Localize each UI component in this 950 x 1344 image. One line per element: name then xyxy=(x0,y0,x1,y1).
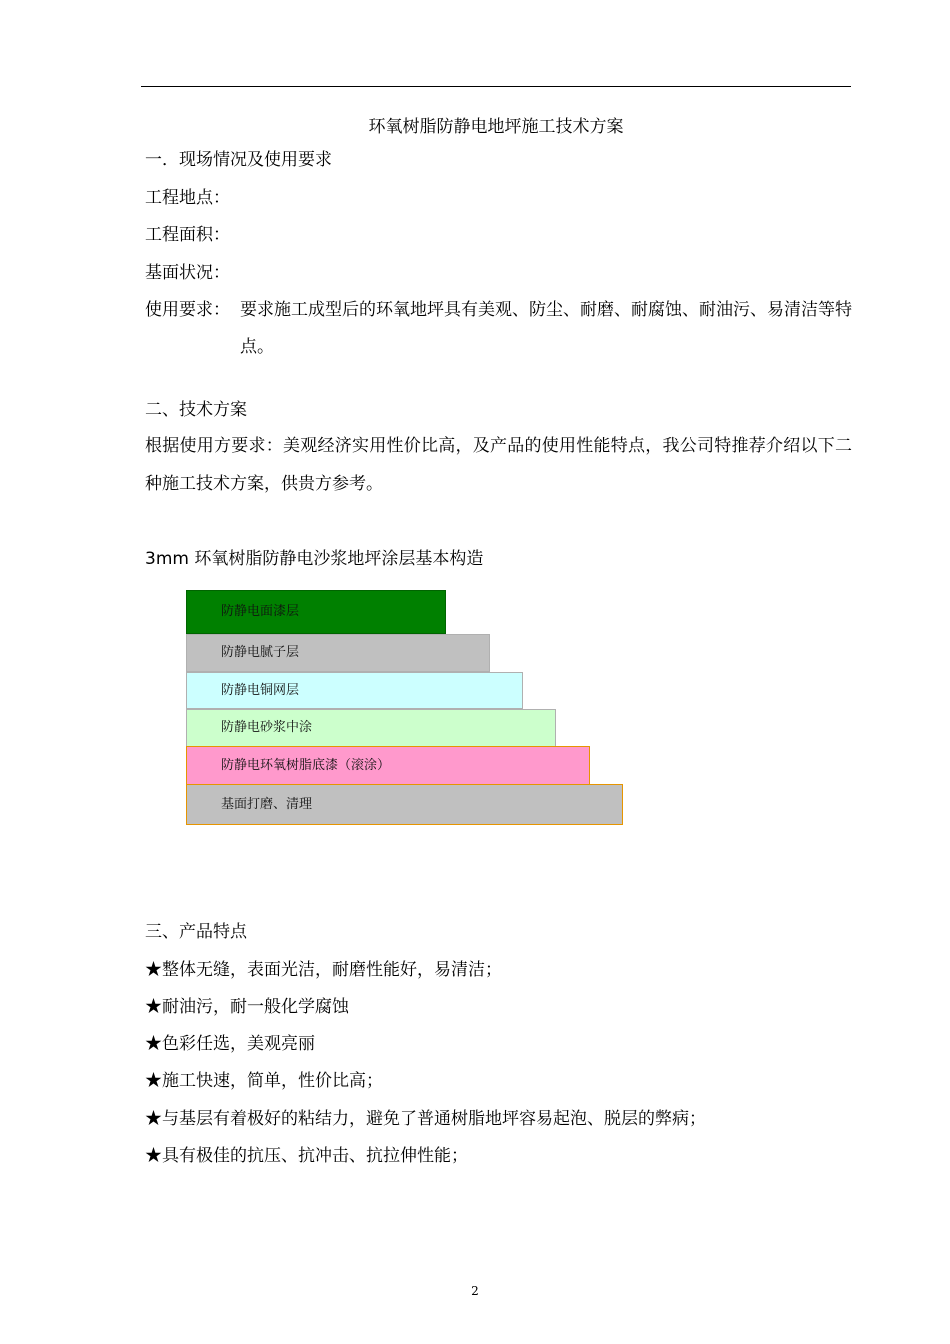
document-title: 环氧树脂防静电地坪施工技术方案 xyxy=(368,117,624,137)
use-requirement-label: 使用要求： xyxy=(145,300,230,320)
base-condition-label: 基面状况： xyxy=(145,263,230,283)
section-3-heading: 三、产品特点 xyxy=(145,922,247,942)
feature-item: ★耐油污，耐一般化学腐蚀 xyxy=(145,997,349,1017)
layer-mortar-middle-coat xyxy=(186,709,556,747)
layer-label: 防静电环氧树脂底漆（滚涂） xyxy=(221,758,391,773)
header-rule xyxy=(141,86,851,87)
diagram-caption: 3mm 环氧树脂防静电沙浆地坪涂层基本构造 xyxy=(145,549,484,569)
area-label: 工程面积： xyxy=(145,225,230,245)
layer-base-grinding xyxy=(186,784,623,825)
layer-label: 防静电铜网层 xyxy=(221,682,300,698)
feature-item: ★整体无缝，表面光洁，耐磨性能好，易清洁； xyxy=(145,960,502,980)
page-number: 2 xyxy=(471,1284,479,1298)
layer-putty xyxy=(186,634,490,672)
feature-item: ★具有极佳的抗压、抗冲击、抗拉伸性能； xyxy=(145,1146,468,1166)
layer-label: 防静电砂浆中涂 xyxy=(221,720,313,735)
layer-label: 防静电腻子层 xyxy=(221,645,300,660)
layer-label: 基面打磨、清理 xyxy=(221,796,313,812)
section-1-heading: 一．现场情况及使用要求 xyxy=(145,150,332,170)
site-label: 工程地点： xyxy=(145,188,230,208)
layer-top-coat xyxy=(186,590,446,634)
feature-item: ★施工快速，简单，性价比高； xyxy=(145,1071,383,1091)
section-2-heading: 二、技术方案 xyxy=(145,400,247,420)
feature-item: ★与基层有着极好的粘结力，避免了普通树脂地坪容易起泡、脱层的弊病； xyxy=(145,1109,706,1129)
use-requirement-text: 要求施工成型后的环氧地坪具有美观、防尘、耐磨、耐腐蚀、耐油污、易清洁等特点。 xyxy=(240,300,852,357)
layer-label: 防静电面漆层 xyxy=(221,604,300,619)
technical-plan-paragraph: 根据使用方要求：美观经济实用性价比高，及产品的使用性能特点，我公司特推荐介绍以下二种施工技术方案，供贵方参考。 xyxy=(145,436,852,494)
layer-epoxy-primer xyxy=(186,746,590,786)
feature-item: ★色彩任选，美观亮丽 xyxy=(145,1034,315,1054)
layer-copper-mesh xyxy=(186,672,523,709)
